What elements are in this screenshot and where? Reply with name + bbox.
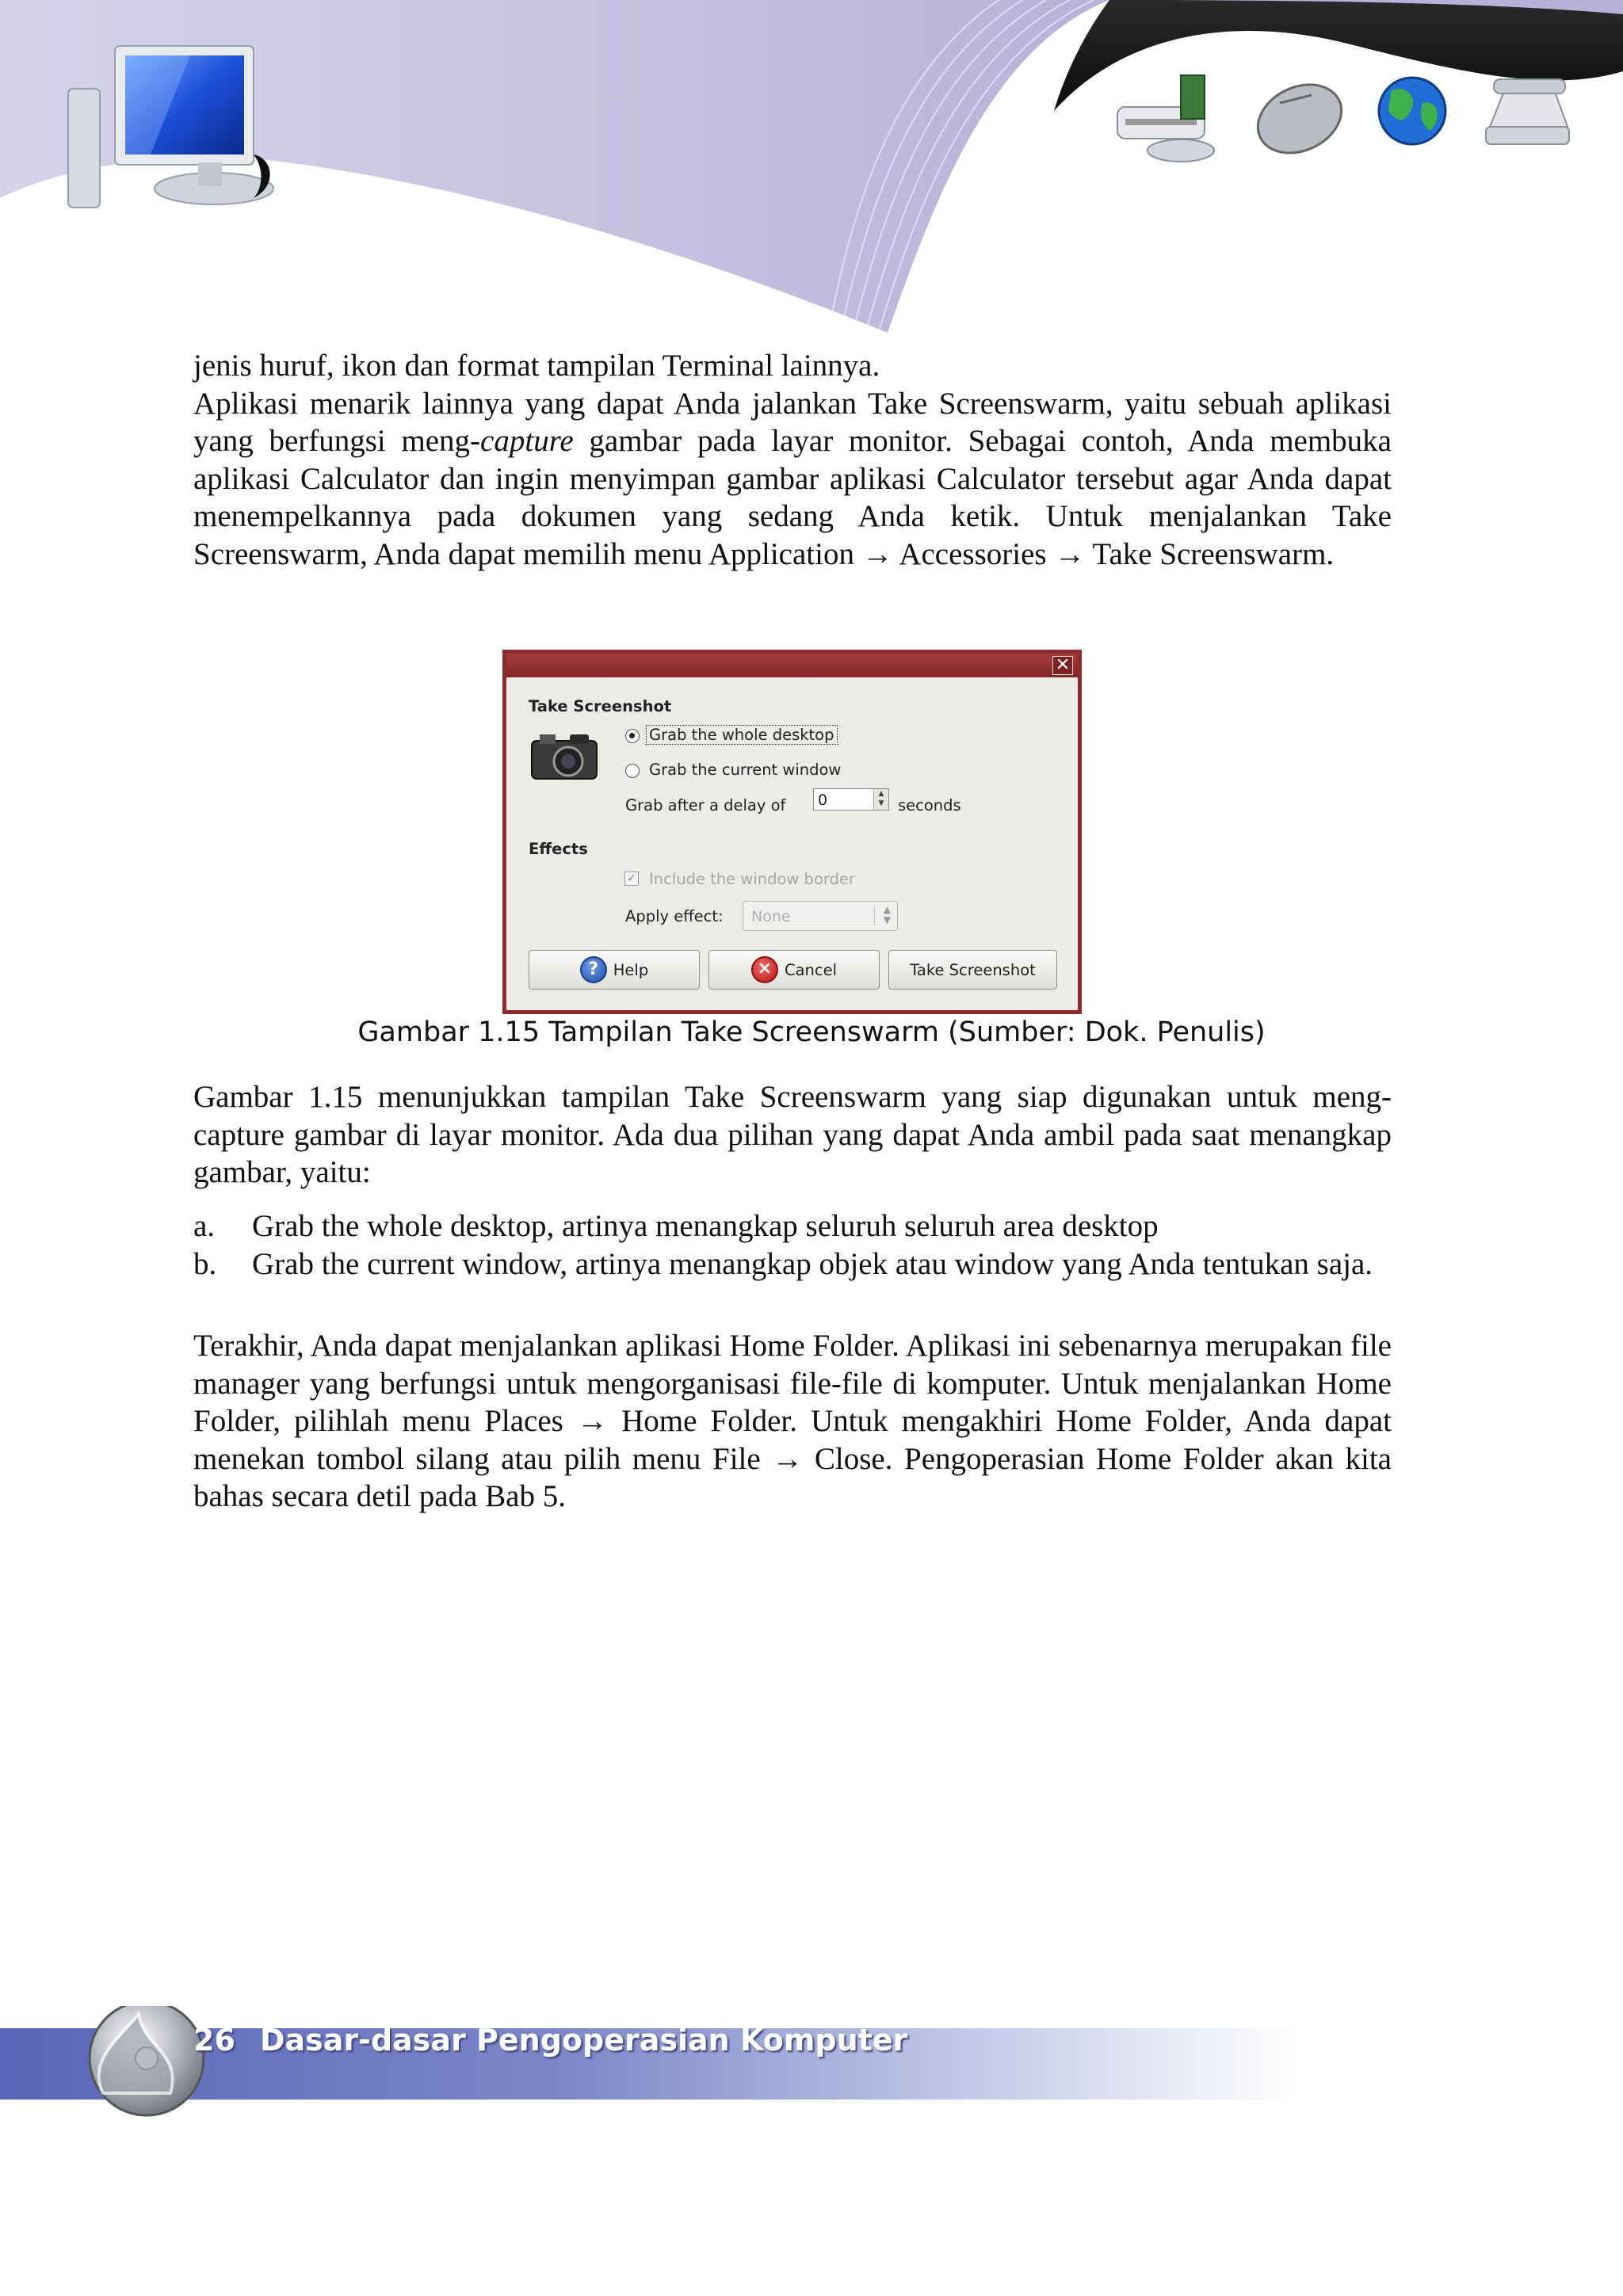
list-item: [193, 1207, 1392, 1245]
italic-term: capture: [480, 424, 574, 458]
delay-suffix-label: seconds: [898, 796, 961, 814]
paragraph-text: Aplikasi menarik lainnya yang dapat Anda jalankan Take Screenswarm, yaitu sebuah aplikasi yang berfungsi meng-: [193, 386, 1392, 458]
cancel-icon: ×: [751, 956, 778, 983]
options-list: [193, 1207, 1392, 1283]
list-item-text: Grab the current window, artinya menangkap objek atau window yang Anda tentukan saja.: [252, 1246, 1373, 1281]
help-button[interactable]: [529, 950, 700, 990]
cd-disc-icon: [90, 2006, 204, 2115]
router-icon: [1117, 75, 1214, 162]
option-whole-desktop-label[interactable]: Grab the whole desktop: [646, 725, 838, 745]
paragraph-home-folder: [193, 1327, 1392, 1516]
radio-current-window[interactable]: [625, 764, 640, 778]
cancel-button-label: Cancel: [784, 960, 838, 979]
stepper-arrows-icon[interactable]: ▲ ▼: [873, 789, 888, 810]
chevron-updown-icon: ▲ ▼: [883, 904, 891, 925]
take-screenshot-button[interactable]: [888, 950, 1057, 990]
paragraph-terminal: jenis huruf, ikon dan format tampilan Terminal lainnya.: [193, 349, 880, 383]
book-title: Dasar-dasar Pengoperasian Komputer: [260, 2023, 908, 2058]
header-decoration: [0, 0, 1623, 349]
help-icon: ?: [580, 956, 607, 983]
list-item: [193, 1245, 1392, 1283]
radio-whole-desktop[interactable]: [625, 729, 640, 743]
list-marker: b.: [193, 1246, 217, 1281]
combo-divider: [874, 906, 875, 925]
section-effects: Effects: [529, 840, 588, 858]
section-take-screenshot: Take Screenshot: [529, 697, 672, 715]
list-marker: a.: [193, 1209, 216, 1243]
take-screenshot-dialog: [502, 650, 1082, 1014]
include-border-checkbox[interactable]: ✓: [624, 871, 639, 886]
delay-prefix-label: Grab after a delay of: [625, 796, 786, 814]
paragraph-text: Terakhir, Anda dapat menjalankan aplikasi Home Folder. Aplikasi ini sebenarnya merupakan file manager yang berfungsi untuk mengorganisasi file-file di komputer. Untuk menjalankan Home Folder, pilihlah menu Places → Home Folder. Untuk mengakhiri Home Folder, Anda dapat menekan tombol silang atau pilih menu File → Close. Pengoperasian Home Folder akan kita bahas secara detil pada Bab 5.: [193, 1329, 1392, 1513]
paragraph-take-screenswarm: [193, 385, 1392, 574]
mouse-icon: [1247, 72, 1353, 166]
paragraph-gambar-description: [193, 1078, 1392, 1192]
telephone-icon: [1486, 79, 1569, 144]
option-current-window-label[interactable]: Grab the current window: [649, 761, 842, 779]
dialog-titlebar: [506, 654, 1078, 677]
close-icon[interactable]: ✕: [1052, 656, 1073, 675]
globe-icon: [1379, 78, 1445, 144]
paragraph-text: gambar pada layar monitor. Sebagai contoh, Anda membuka aplikasi Calculator dan ingin menyimpan gambar aplikasi Calculator tersebut agar Anda dapat menempelkannya pada dokumen yang sedang Anda ketik. Untuk menjalankan Take Screenswarm, Anda dapat memilih menu Application → Accessories → Take Screenswarm.: [193, 424, 1392, 571]
apply-effect-select[interactable]: [743, 901, 898, 931]
figure-caption: Gambar 1.15 Tampilan Take Screenswarm (Sumber: Dok. Penulis): [357, 1016, 1266, 1048]
include-border-label: Include the window border: [649, 870, 855, 888]
delay-value: 0: [818, 791, 828, 809]
help-button-label: Help: [613, 960, 649, 979]
cancel-button[interactable]: [708, 950, 880, 990]
take-screenshot-button-label: Take Screenshot: [910, 960, 1036, 979]
paragraph-text: Gambar 1.15 menunjukkan tampilan Take Screenswarm yang siap digunakan untuk meng-capture gambar di layar monitor. Ada dua pilihan yang dapat Anda ambil pada saat menangkap gambar, yaitu:: [193, 1080, 1392, 1189]
effect-value: None: [751, 908, 791, 925]
delay-stepper[interactable]: [813, 788, 889, 810]
list-item-text: Grab the whole desktop, artinya menangkap seluruh seluruh area desktop: [252, 1209, 1159, 1243]
apply-effect-label: Apply effect:: [625, 907, 724, 925]
intro-paragraphs: [193, 347, 1392, 573]
page-number: 26: [193, 2023, 235, 2058]
camera-icon: [529, 730, 600, 782]
